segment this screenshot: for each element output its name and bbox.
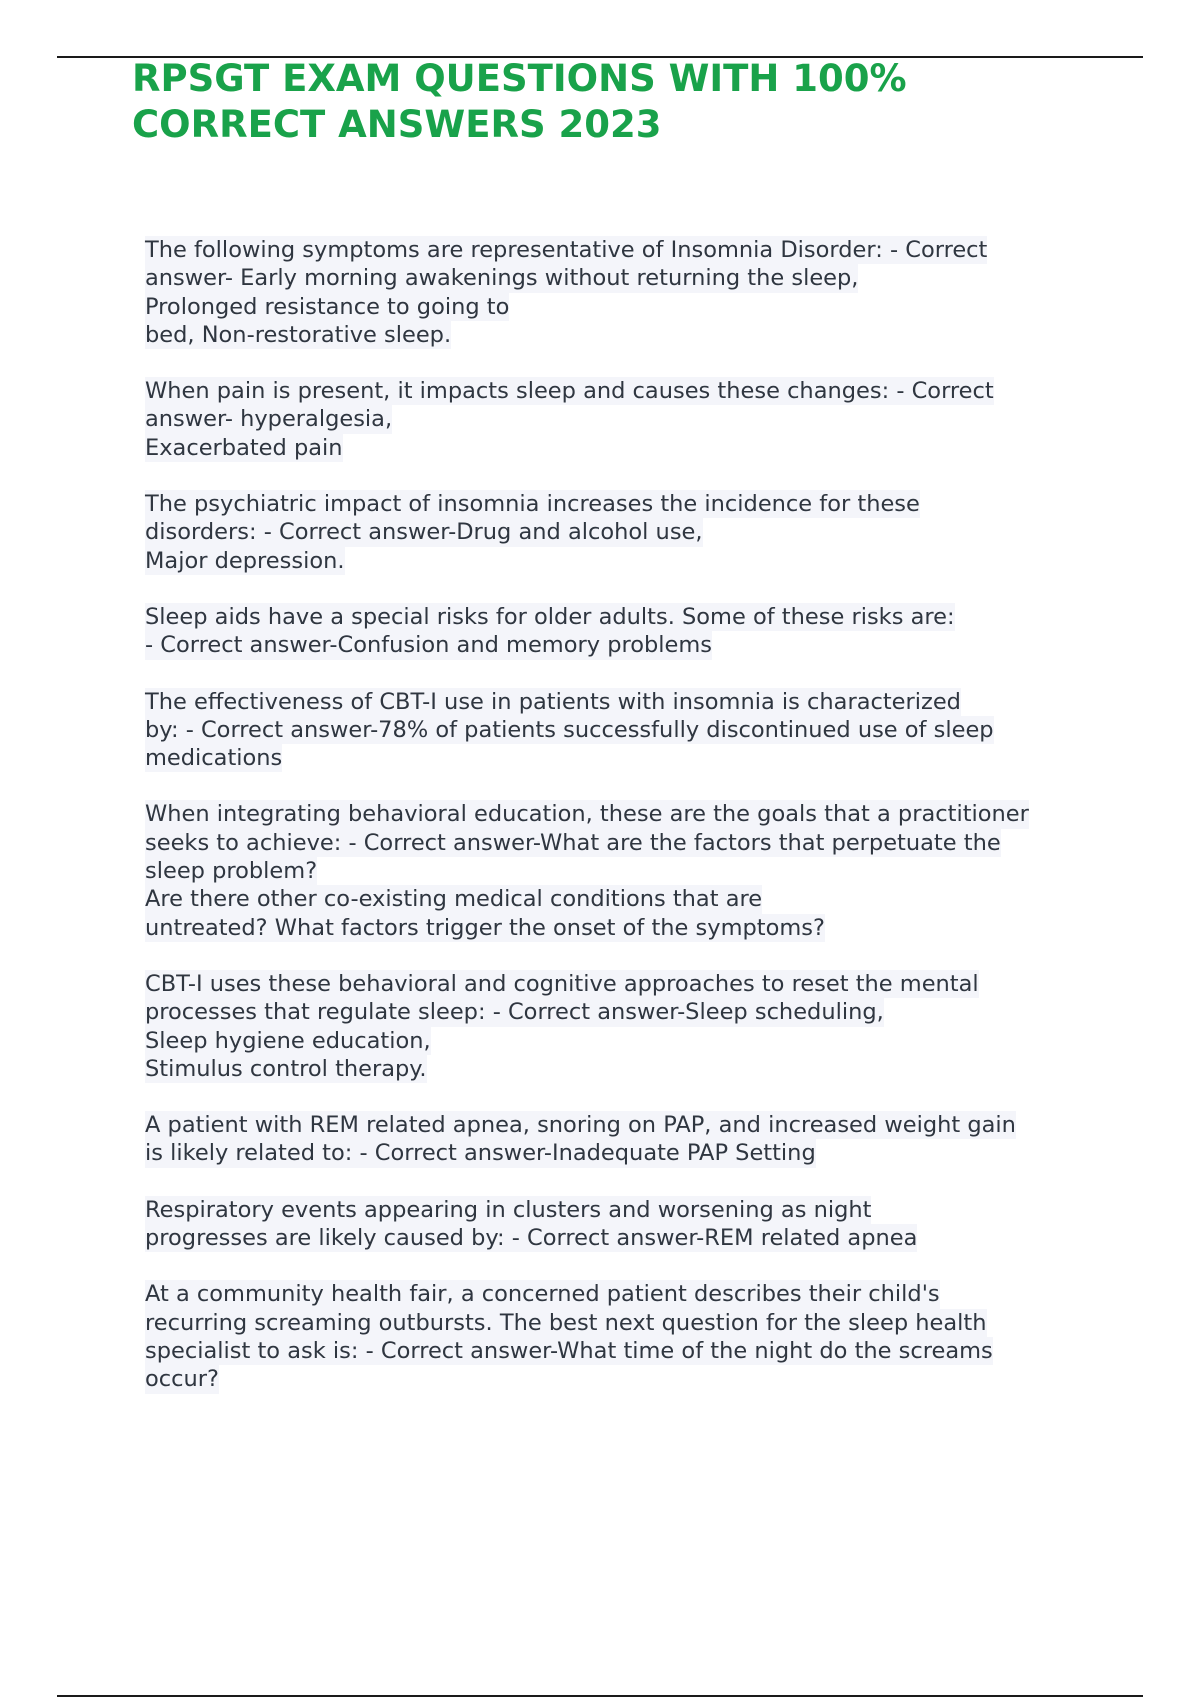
qa-text-line: medications <box>145 745 283 772</box>
qa-text-line: seeks to achieve: - Correct answer-What are the factors that perpetuate the <box>145 829 1001 856</box>
qa-text-line: Respiratory events appearing in clusters and worsening as night <box>145 1196 872 1223</box>
qa-item <box>145 1196 1145 1253</box>
qa-text-line: The effectiveness of CBT-I use in patients with insomnia is characterized <box>145 688 961 715</box>
qa-text-line: Stimulus control therapy. <box>145 1055 427 1082</box>
qa-text-line: Are there other co-existing medical conditions that are <box>145 886 763 913</box>
qa-text-line: processes that regulate sleep: - Correct answer-Sleep scheduling, <box>145 999 884 1026</box>
qa-text-line: occur? <box>145 1366 219 1393</box>
qa-text-line: A patient with REM related apnea, snoring on PAP, and increased weight gain <box>145 1112 1016 1139</box>
qa-item <box>145 970 1145 1083</box>
qa-text-line: untreated? What factors trigger the onset of the symptoms? <box>145 914 825 941</box>
qa-text-line: The following symptoms are representative of Insomnia Disorder: - Correct <box>145 237 988 263</box>
qa-text-line: - Correct answer-Confusion and memory problems <box>145 632 713 659</box>
qa-text-line: The psychiatric impact of insomnia increases the incidence for these <box>145 491 920 518</box>
qa-text-line: Major depression. <box>145 547 345 574</box>
document-title-line: RPSGT EXAM QUESTIONS WITH 100% <box>132 57 907 100</box>
footer-rule <box>57 1695 1143 1697</box>
question-answer-list <box>145 236 1145 1422</box>
qa-item <box>145 800 1145 941</box>
qa-text-line: is likely related to: - Correct answer-Inadequate PAP Setting <box>145 1140 816 1167</box>
qa-item <box>145 603 1145 660</box>
qa-text-line: Sleep aids have a special risks for older adults. Some of these risks are: <box>145 603 955 630</box>
qa-text-line: disorders: - Correct answer-Drug and alcohol use, <box>145 519 703 546</box>
qa-text-line: Prolonged resistance to going to <box>145 293 510 320</box>
qa-text-line: specialist to ask is: - Correct answer-What time of the night do the screams <box>145 1337 993 1364</box>
qa-text-line: bed, Non-restorative sleep. <box>145 321 452 348</box>
qa-item <box>145 236 1145 349</box>
qa-item <box>145 377 1145 462</box>
document-title-line: CORRECT ANSWERS 2023 <box>132 103 662 146</box>
qa-text-line: progresses are likely caused by: - Correct answer-REM related apnea <box>145 1225 918 1252</box>
qa-item <box>145 688 1145 773</box>
qa-text-line: At a community health fair, a concerned patient describes their child's <box>145 1281 940 1308</box>
qa-text-line: Exacerbated pain <box>145 434 343 461</box>
qa-text-line: answer- Early morning awakenings without returning the sleep, <box>145 265 859 292</box>
qa-text-line: When pain is present, it impacts sleep and causes these changes: - Correct <box>145 378 994 405</box>
qa-item <box>145 490 1145 575</box>
qa-text-line: recurring screaming outbursts. The best next question for the sleep health <box>145 1309 987 1336</box>
qa-text-line: sleep problem? <box>145 858 318 885</box>
document-title <box>132 56 1132 148</box>
qa-text-line: Sleep hygiene education, <box>145 1027 431 1054</box>
qa-text-line: answer- hyperalgesia, <box>145 406 393 433</box>
qa-text-line: When integrating behavioral education, these are the goals that a practitioner <box>145 801 1029 828</box>
qa-text-line: CBT-I uses these behavioral and cognitive approaches to reset the mental <box>145 970 979 997</box>
qa-text-line: by: - Correct answer-78% of patients successfully discontinued use of sleep <box>145 716 994 743</box>
qa-item <box>145 1111 1145 1168</box>
qa-item <box>145 1280 1145 1393</box>
